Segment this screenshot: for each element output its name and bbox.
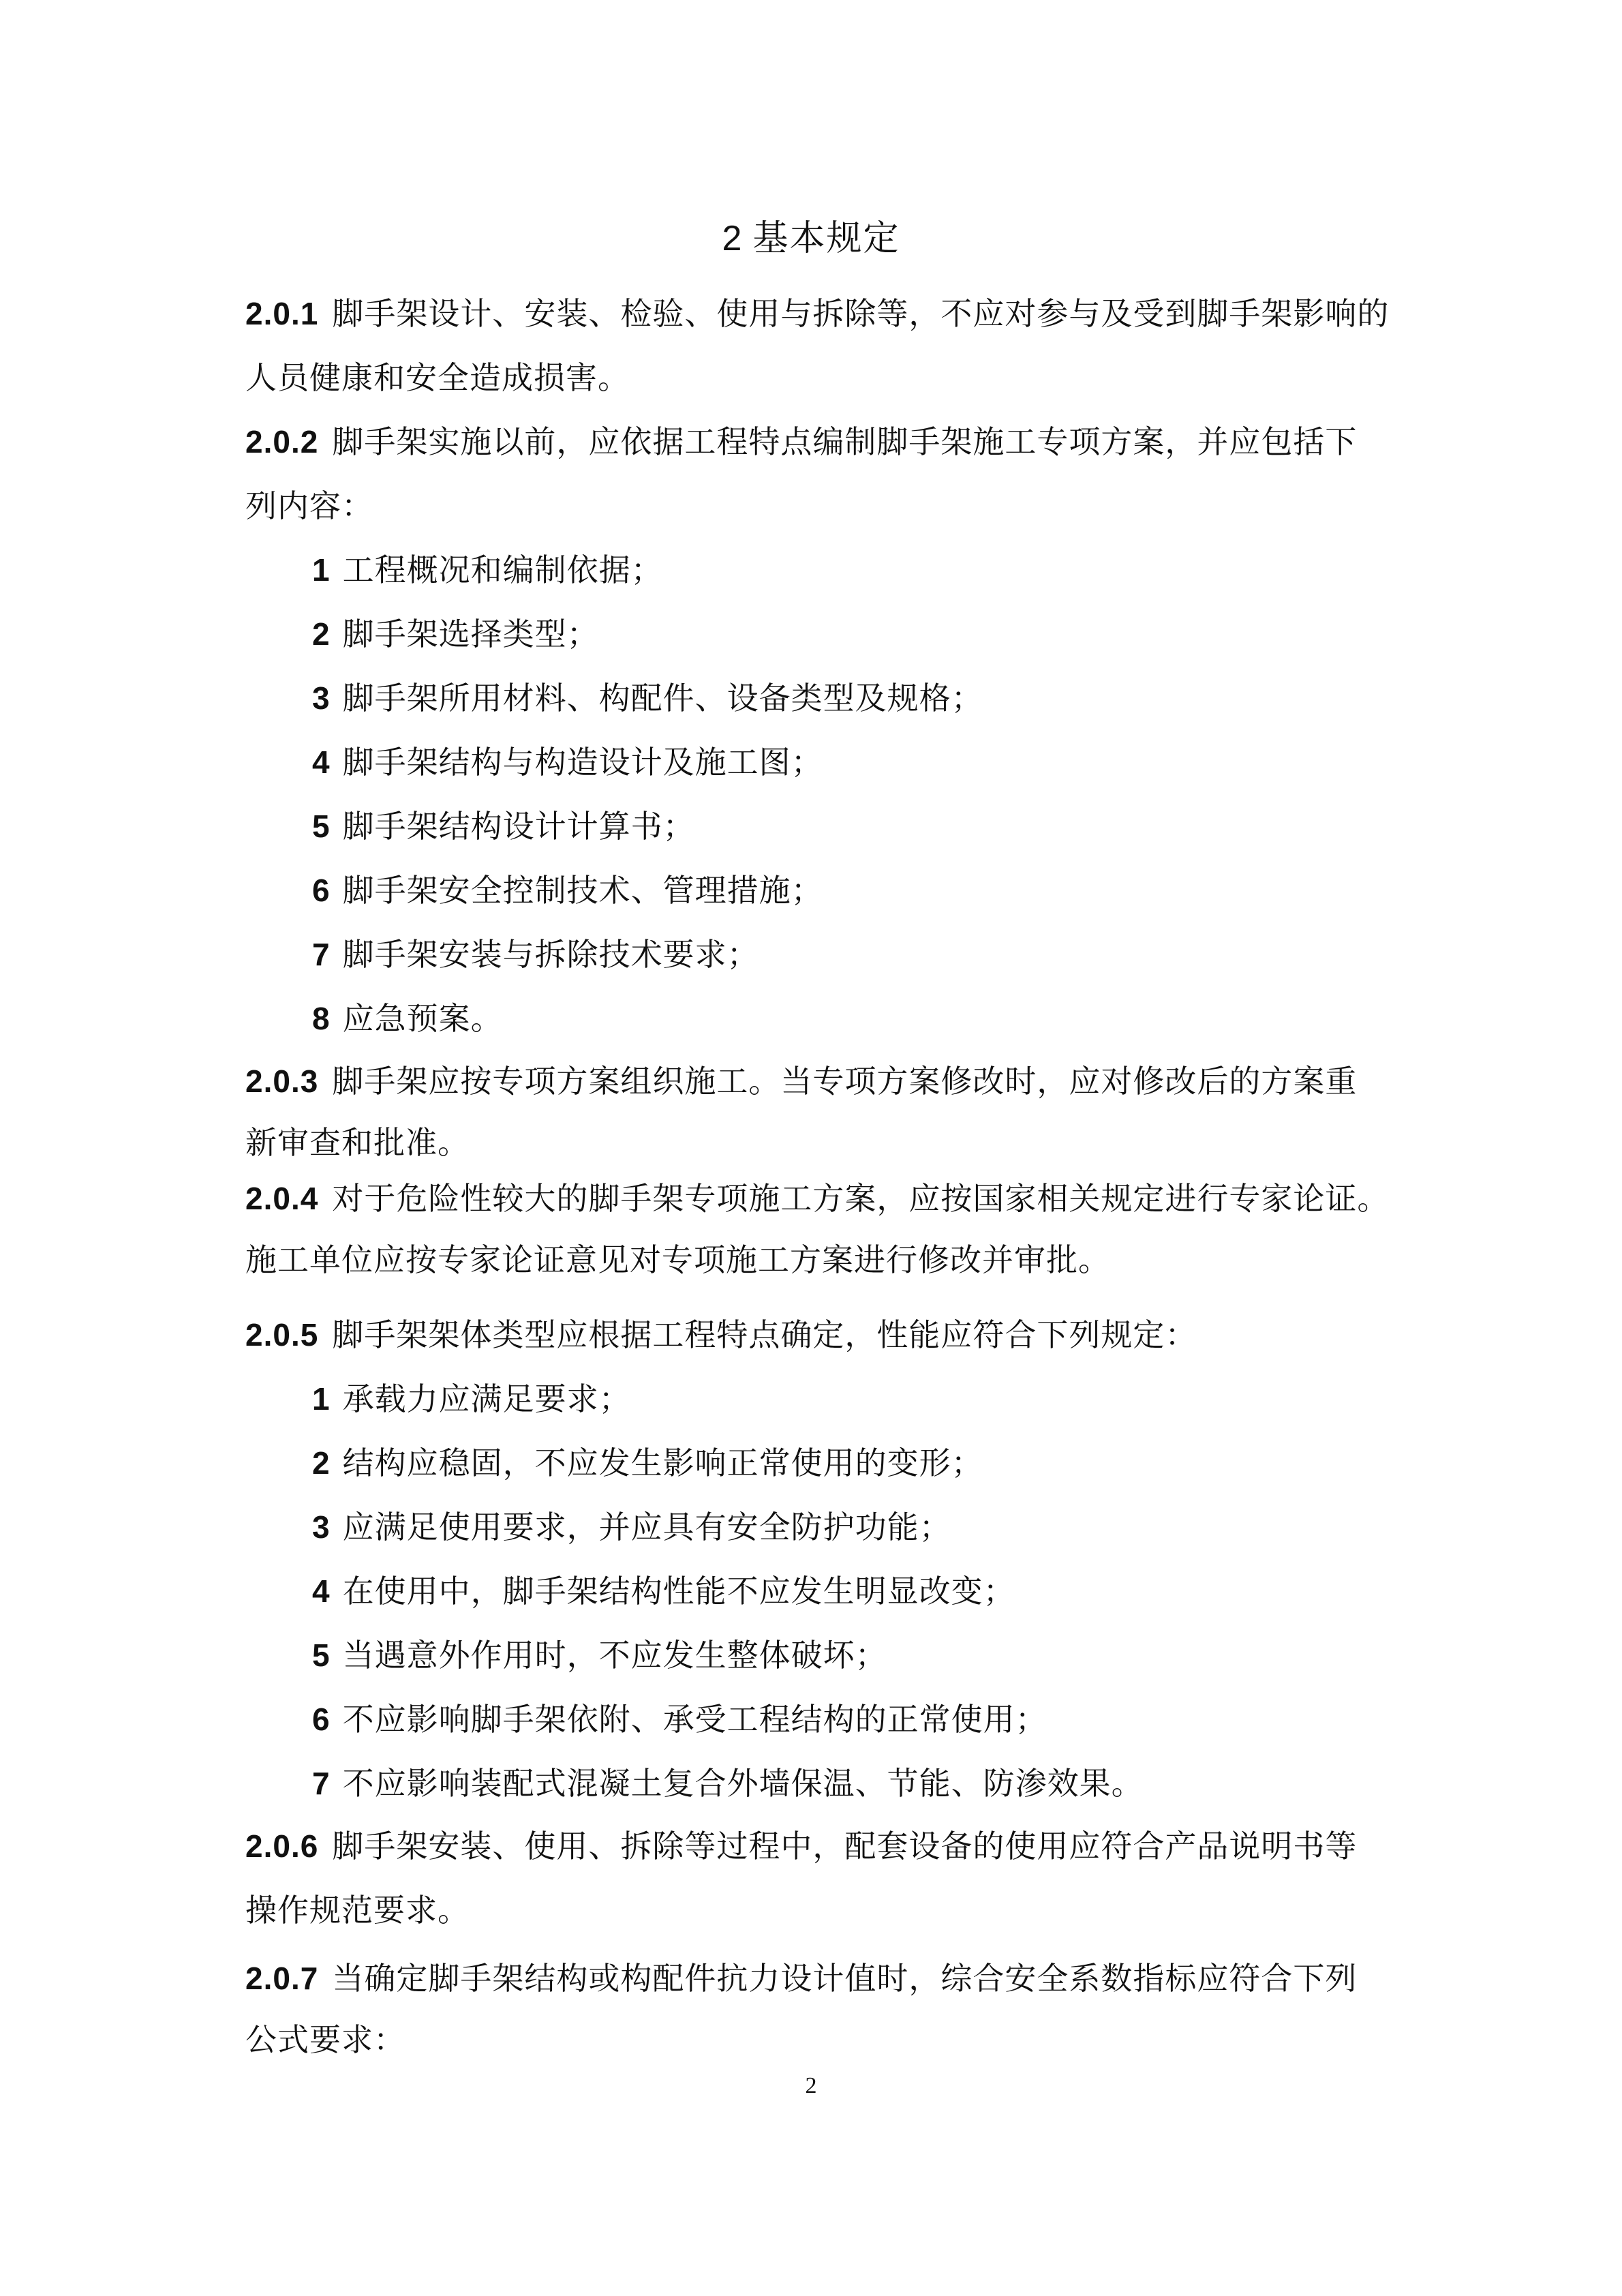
clause-text: 人员健康和安全造成损害。	[245, 359, 630, 396]
clause-text: 列内容：	[245, 487, 373, 524]
clause-text: 脚手架架体类型应根据工程特点确定，性能应符合下列规定：	[332, 1316, 1197, 1353]
item-number: 4	[312, 744, 331, 780]
list-item	[312, 1635, 887, 1676]
clause-2-0-3-cont	[245, 1122, 470, 1163]
clause-number: 2.0.2	[245, 424, 319, 459]
item-text: 工程概况和编制依据；	[342, 552, 663, 588]
list-item	[312, 870, 823, 911]
clause-2-0-2-cont	[245, 485, 373, 526]
clause-text: 操作规范要求。	[245, 1892, 470, 1929]
clause-2-0-5	[245, 1314, 1197, 1355]
clause-number: 2.0.7	[245, 1961, 319, 1996]
item-number: 7	[312, 937, 331, 972]
clause-2-0-4	[245, 1178, 1389, 1219]
list-item	[312, 1442, 983, 1483]
clause-text: 脚手架安装、使用、拆除等过程中，配套设备的使用应符合产品说明书等	[332, 1828, 1358, 1864]
item-text: 不应影响装配式混凝土复合外墙保温、节能、防渗效果。	[342, 1765, 1144, 1802]
clause-2-0-3	[245, 1061, 1357, 1102]
clause-2-0-7-cont	[245, 2019, 406, 2060]
list-item	[312, 1571, 1015, 1612]
item-number: 3	[312, 1509, 331, 1545]
clause-2-0-6	[245, 1826, 1357, 1867]
clause-2-0-1	[245, 293, 1389, 334]
item-number: 2	[312, 1445, 331, 1481]
clause-text: 新审查和批准。	[245, 1124, 470, 1161]
clause-number: 2.0.4	[245, 1181, 319, 1216]
item-text: 脚手架结构设计计算书；	[342, 808, 695, 845]
item-text: 结构应稳固，不应发生影响正常使用的变形；	[342, 1445, 983, 1481]
clause-text: 施工单位应按专家论证意见对专项施工方案进行修改并审批。	[245, 1241, 1110, 1278]
clause-text: 脚手架实施以前，应依据工程特点编制脚手架施工专项方案，并应包括下	[332, 423, 1358, 460]
clause-number: 2.0.3	[245, 1063, 319, 1099]
item-text: 应急预案。	[342, 1000, 503, 1037]
page-number: 2	[805, 2073, 817, 2098]
item-number: 5	[312, 809, 331, 844]
item-number: 1	[312, 1381, 331, 1417]
item-text: 承载力应满足要求；	[342, 1380, 631, 1417]
item-number: 1	[312, 552, 331, 588]
clause-text: 公式要求：	[245, 2021, 406, 2058]
list-item	[312, 1699, 1047, 1740]
clause-2-0-7	[245, 1958, 1357, 1999]
clause-number: 2.0.6	[245, 1828, 319, 1864]
item-text: 脚手架所用材料、构配件、设备类型及规格；	[342, 680, 983, 716]
clause-2-0-6-cont	[245, 1890, 470, 1931]
clause-text: 对于危险性较大的脚手架专项施工方案，应按国家相关规定进行专家论证。	[332, 1180, 1390, 1217]
list-item	[312, 1507, 951, 1547]
item-number: 6	[312, 873, 331, 908]
item-number: 4	[312, 1573, 331, 1609]
list-item	[312, 549, 663, 590]
item-text: 脚手架选择类型；	[342, 616, 599, 652]
list-item	[312, 934, 759, 975]
list-item	[312, 1378, 631, 1419]
item-text: 脚手架结构与构造设计及施工图；	[342, 744, 823, 781]
list-item	[312, 614, 599, 654]
item-number: 6	[312, 1702, 331, 1737]
item-text: 应满足使用要求，并应具有安全防护功能；	[342, 1509, 951, 1545]
list-item	[312, 678, 983, 719]
clause-text: 脚手架设计、安装、检验、使用与拆除等，不应对参与及受到脚手架影响的	[332, 295, 1390, 332]
clause-number: 2.0.5	[245, 1317, 319, 1353]
chapter-number: 2	[722, 219, 744, 258]
item-number: 2	[312, 616, 331, 652]
item-text: 脚手架安全控制技术、管理措施；	[342, 872, 823, 909]
item-text: 当遇意外作用时，不应发生整体破坏；	[342, 1637, 887, 1674]
clause-2-0-1-cont	[245, 357, 630, 398]
clause-number: 2.0.1	[245, 296, 319, 331]
clause-2-0-2	[245, 421, 1357, 462]
chapter-title	[0, 211, 1622, 266]
list-item	[312, 742, 823, 783]
clause-text: 脚手架应按专项方案组织施工。当专项方案修改时，应对修改后的方案重	[332, 1063, 1358, 1100]
list-item	[312, 806, 695, 847]
clause-text: 当确定脚手架结构或构配件抗力设计值时，综合安全系数指标应符合下列	[332, 1960, 1358, 1997]
chapter-title-text: 基本规定	[752, 218, 900, 259]
item-number: 7	[312, 1766, 331, 1801]
item-text: 不应影响脚手架依附、承受工程结构的正常使用；	[342, 1701, 1047, 1738]
item-text: 在使用中，脚手架结构性能不应发生明显改变；	[342, 1573, 1015, 1610]
clause-2-0-4-cont	[245, 1239, 1110, 1280]
item-number: 8	[312, 1001, 331, 1036]
item-number: 5	[312, 1637, 331, 1673]
item-number: 3	[312, 680, 331, 716]
item-text: 脚手架安装与拆除技术要求；	[342, 936, 759, 973]
list-item	[312, 998, 503, 1039]
list-item	[312, 1763, 1144, 1804]
